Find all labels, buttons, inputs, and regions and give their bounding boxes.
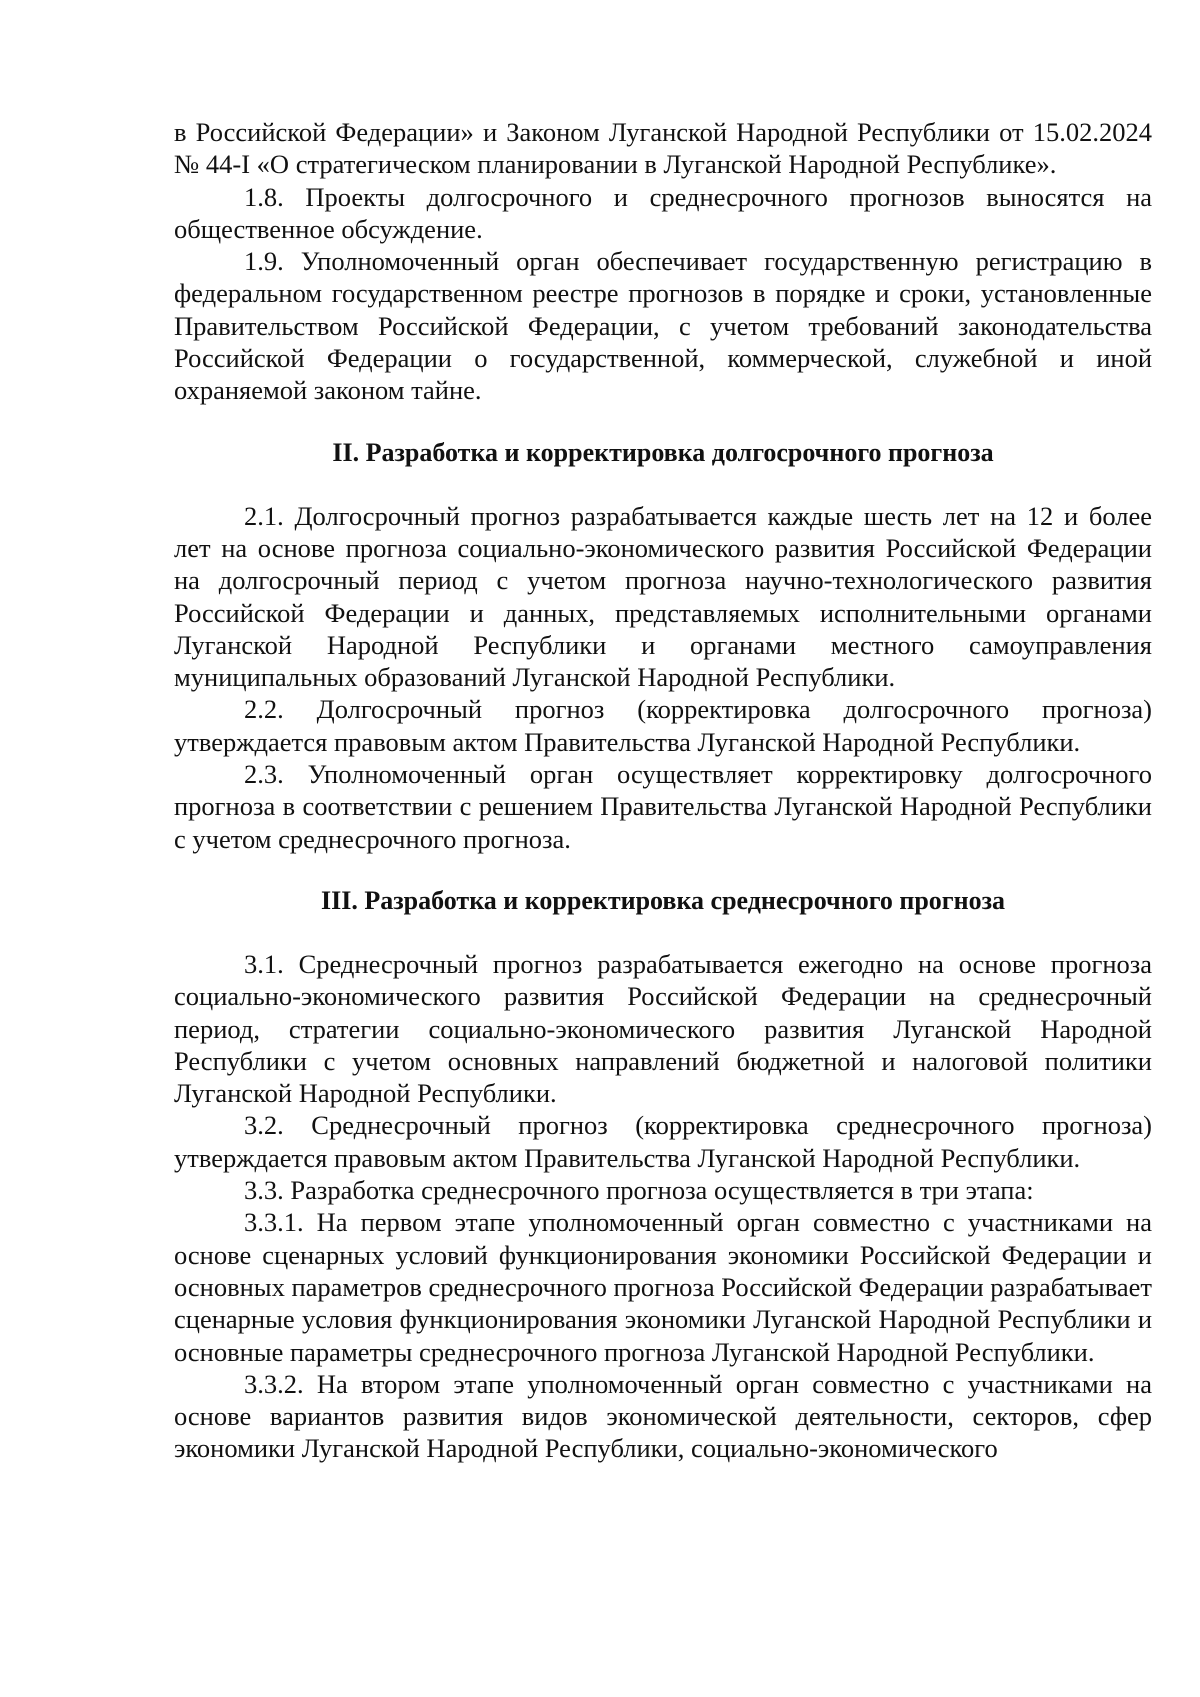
paragraph-text: На первом этапе уполномоченный орган совместно с участниками на основе сценарных условий функционирования экономики Российской Федерации и основных параметров среднесрочного прогноза Российской Федерации разрабатывает сценарные условия функционирования экономики Луганской Народной Республики и основные параметры среднесрочного прогноза Луганской Народной Республики. [174,1207,1152,1367]
paragraph-3-3-1 [174,1206,1152,1367]
paragraph-number: 2.3. [244,759,284,790]
paragraph-number: 2.1. [244,500,284,531]
paragraph-text: Уполномоченный орган осуществляет корректировку долгосрочного прогноза в соответствии с решением Правительства Луганской Народной Республики с учетом среднесрочного прогноза. [174,759,1152,854]
paragraph-text: Долгосрочный прогноз (корректировка долгосрочного прогноза) утверждается правовым актом Правительства Луганской Народной Республики. [174,694,1152,757]
paragraph-number: 2.2. [244,694,284,725]
paragraph-number: 1.9. [244,246,284,277]
paragraph-text: Проекты долгосрочного и среднесрочного прогнозов выносятся на общественное обсуждение. [174,181,1153,244]
paragraph-text: Среднесрочный прогноз разрабатывается ежегодно на основе прогноза социально-экономического развития Российской Федерации на среднесрочный период, стратегии социально-экономического развития Луганской Народной Республики с учетом основных направлений бюджетной и налоговой политики Луганской Народной Республики. [174,948,1153,1109]
section-3-heading: III. Разработка и корректировка среднесрочного прогноза [320,885,1006,915]
paragraph-2-3 [174,758,1152,855]
paragraph-text: в Российской Федерации» и Законом Луганской Народной Республики от 15.02.2024 № 44-I «О стратегическом планировании в Луганской Народной Республике». [174,117,1152,180]
paragraph-text: На втором этапе уполномоченный орган совместно с участниками на основе вариантов развития видов экономической деятельности, секторов, сфер экономики Луганской Народной Республики, социально-экономического [174,1368,1152,1464]
paragraph-number: 3.2. [244,1110,284,1141]
paragraph-number: 3.3.2. [244,1368,304,1399]
paragraph-2-2 [174,693,1152,758]
paragraph-text: Долгосрочный прогноз разрабатывается каждые шесть лет на 12 и более лет на основе прогноза социально-экономического развития Российской Федерации на долгосрочный период с учетом прогноза научно-технологического развития Российской Федерации и данных, представляемых исполнительными органами Луганской Народной Республики и органами местного самоуправления муниципальных образований Луганской Народной Республики. [174,500,1153,693]
paragraph-2-1 [174,500,1152,694]
paragraph-3-3-2 [174,1368,1152,1465]
paragraph-1-9 [174,245,1152,406]
paragraph-number: 3.3. [244,1175,284,1206]
paragraph-3-1 [174,948,1152,1109]
paragraph-text: Уполномоченный орган обеспечивает государственную регистрацию в федеральном государственном реестре прогнозов в порядке и сроки, установленные Правительством Российской Федерации, с учетом требований законодательства Российской Федерации о государственной, коммерческой, служебной и иной охраняемой законом тайне. [174,246,1152,406]
paragraph-1-8 [174,181,1152,246]
paragraph-intro [174,116,1152,181]
paragraph-text: Разработка среднесрочного прогноза осуществляется в три этапа: [290,1175,1034,1206]
paragraph-3-2 [174,1109,1152,1174]
paragraph-text: Среднесрочный прогноз (корректировка среднесрочного прогноза) утверждается правовым актом Правительства Луганской Народной Республики. [174,1110,1152,1173]
paragraph-number: 1.8. [244,181,284,212]
paragraph-number: 3.3.1. [244,1207,304,1238]
paragraph-3-3 [174,1174,1152,1206]
document-page [174,116,1152,1465]
paragraph-number: 3.1. [244,948,284,979]
section-2-heading: II. Разработка и корректировка долгосрочного прогноза [332,437,994,467]
